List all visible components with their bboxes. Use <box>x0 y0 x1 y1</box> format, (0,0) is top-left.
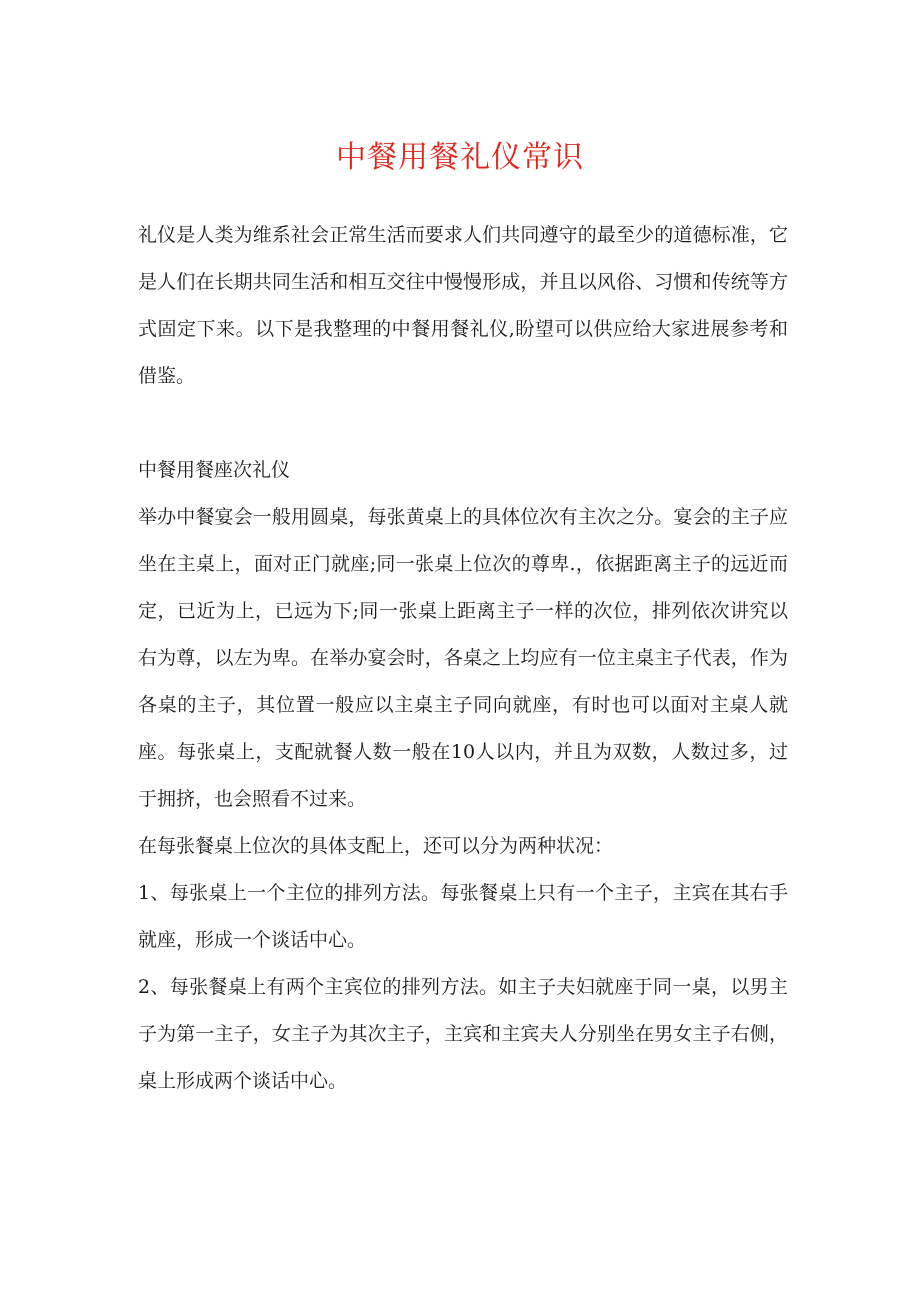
intro-paragraph: 礼仪是人类为维系社会正常生活而要求人们共同遵守的最至少的道德标准，它是人们在长期共同生活和相互交往中慢慢形成，并且以风俗、习惯和传统等方式固定下来。以下是我整理的中餐用餐礼仪,盼望可以供应给大家进展参考和借鉴。 <box>138 224 788 387</box>
list-intro: 在每张餐桌上位次的具体支配上，还可以分为两种状况： <box>138 835 614 857</box>
seating-paragraph: 举办中餐宴会一般用圆桌，每张黄桌上的具体位次有主次之分。宴会的主子应坐在主桌上，面对正门就座;同一张桌上位次的尊卑.，依据距离主子的远近而定，已近为上，已远为下;同一张桌上距离主子一样的次位，排列依次讲究以右为尊，以左为卑。在举办宴会时，各桌之上均应有一位主桌主子代表，作为各桌的主子，其位置一般应以主桌主子同向就座，有时也可以面对主桌人就座。每张桌上，支配就餐人数一般在10人以内，并且为双数，人数过多，过于拥挤，也会照看不过来。 <box>138 506 788 810</box>
document-body <box>138 212 788 1105</box>
document-title: 中餐用餐礼仪常识 <box>336 140 584 175</box>
section-heading-seating: 中餐用餐座次礼仪 <box>138 459 291 481</box>
list-item-1: 1、每张桌上一个主位的排列方法。每张餐桌上只有一个主子，主宾在其右手就座，形成一个谈话中心。 <box>138 882 788 951</box>
list-item-2: 2、每张餐桌上有两个主宾位的排列方法。如主子夫妇就座于同一桌，以男主子为第一主子，女主子为其次主子，主宾和主宾夫人分别坐在男女主子右侧，桌上形成两个谈话中心。 <box>138 976 788 1092</box>
